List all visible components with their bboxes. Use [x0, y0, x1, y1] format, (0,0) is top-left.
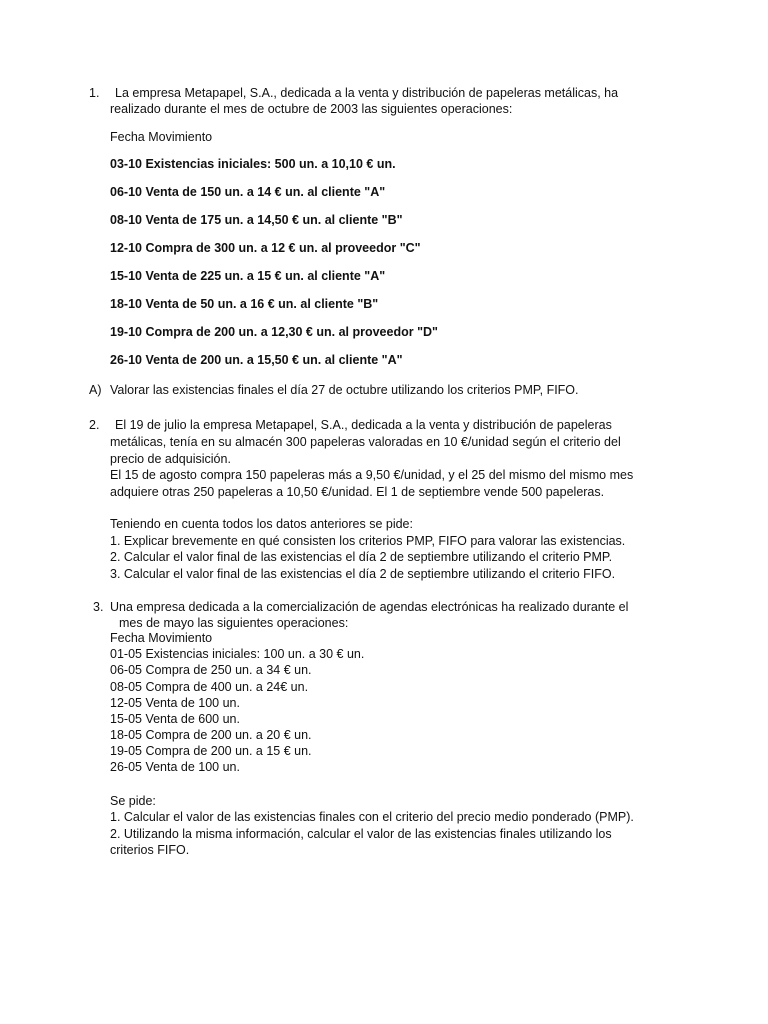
ex3-table-header: Fecha Movimiento	[110, 631, 213, 645]
ex1-movement: 06-10 Venta de 150 un. a 14 € un. al cliente "A"	[110, 185, 386, 199]
ex3-intro-line-1: Una empresa dedicada a la comercialización de agendas electrónicas ha realizado durante el	[110, 600, 629, 614]
ex2-task-line: 2. Calcular el valor final de las existencias el día 2 de septiembre utilizando el criterio PMP.	[110, 550, 613, 564]
ex3-task-line: criterios FIFO.	[110, 843, 190, 857]
ex3-movement: 26-05 Venta de 100 un.	[110, 760, 240, 774]
ex1-movement: 03-10 Existencias iniciales: 500 un. a 10,10 € un.	[110, 157, 396, 171]
ex1-movement: 08-10 Venta de 175 un. a 14,50 € un. al cliente "B"	[110, 213, 403, 227]
ex2-text-line: adquiere otras 250 papeleras a 10,50 €/unidad. El 1 de septiembre vende 500 papeleras.	[110, 485, 605, 499]
ex1-number: 1.	[89, 86, 100, 100]
ex3-movement: 08-05 Compra de 400 un. a 24€ un.	[110, 680, 309, 694]
ex2-text-line: El 19 de julio la empresa Metapapel, S.A., dedicada a la venta y distribución de papeleras	[115, 418, 612, 432]
ex1-question-text: Valorar las existencias finales el día 27 de octubre utilizando los criterios PMP, FIFO.	[110, 383, 579, 397]
ex3-movement: 12-05 Venta de 100 un.	[110, 696, 240, 710]
ex3-task-line: Se pide:	[110, 794, 156, 808]
ex3-intro-line-2: mes de mayo las siguientes operaciones:	[119, 616, 349, 630]
ex3-task-line: 2. Utilizando la misma información, calcular el valor de las existencias finales utilizando los	[110, 827, 612, 841]
ex3-task-line: 1. Calcular el valor de las existencias finales con el criterio del precio medio ponderado (PMP).	[110, 810, 634, 824]
ex1-intro-line-2: realizado durante el mes de octubre de 2003 las siguientes operaciones:	[110, 102, 513, 116]
ex2-task-line: 3. Calcular el valor final de las existencias el día 2 de septiembre utilizando el criterio FIFO.	[110, 567, 616, 581]
ex3-movement: 15-05 Venta de 600 un.	[110, 712, 240, 726]
ex3-movement: 19-05 Compra de 200 un. a 15 € un.	[110, 744, 312, 758]
ex2-text-line: El 15 de agosto compra 150 papeleras más a 9,50 €/unidad, y el 25 del mismo del mismo mes	[110, 468, 634, 482]
ex1-movement: 15-10 Venta de 225 un. a 15 € un. al cliente "A"	[110, 269, 386, 283]
ex1-movement: 12-10 Compra de 300 un. a 12 € un. al proveedor "C"	[110, 241, 421, 255]
ex1-movement: 26-10 Venta de 200 un. a 15,50 € un. al cliente "A"	[110, 353, 403, 367]
ex1-intro-line-1: La empresa Metapapel, S.A., dedicada a la venta y distribución de papeleras metálicas, ha	[115, 86, 619, 100]
ex1-table-header: Fecha Movimiento	[110, 130, 213, 144]
ex3-number: 3.	[93, 600, 104, 614]
ex2-task-line: 1. Explicar brevemente en qué consisten los criterios PMP, FIFO para valorar las existencias.	[110, 534, 626, 548]
ex2-text-line: precio de adquisición.	[110, 452, 231, 466]
ex1-question-label: A)	[89, 383, 102, 397]
ex1-movement: 19-10 Compra de 200 un. a 12,30 € un. al proveedor "D"	[110, 325, 438, 339]
ex2-number: 2.	[89, 418, 100, 432]
ex3-movement: 18-05 Compra de 200 un. a 20 € un.	[110, 728, 312, 742]
ex2-task-line: Teniendo en cuenta todos los datos anteriores se pide:	[110, 517, 413, 531]
ex3-movement: 06-05 Compra de 250 un. a 34 € un.	[110, 663, 312, 677]
ex1-movement: 18-10 Venta de 50 un. a 16 € un. al cliente "B"	[110, 297, 379, 311]
ex3-movement: 01-05 Existencias iniciales: 100 un. a 30 € un.	[110, 647, 365, 661]
ex2-text-line: metálicas, tenía en su almacén 300 papeleras valoradas en 10 €/unidad según el criterio del	[110, 435, 621, 449]
